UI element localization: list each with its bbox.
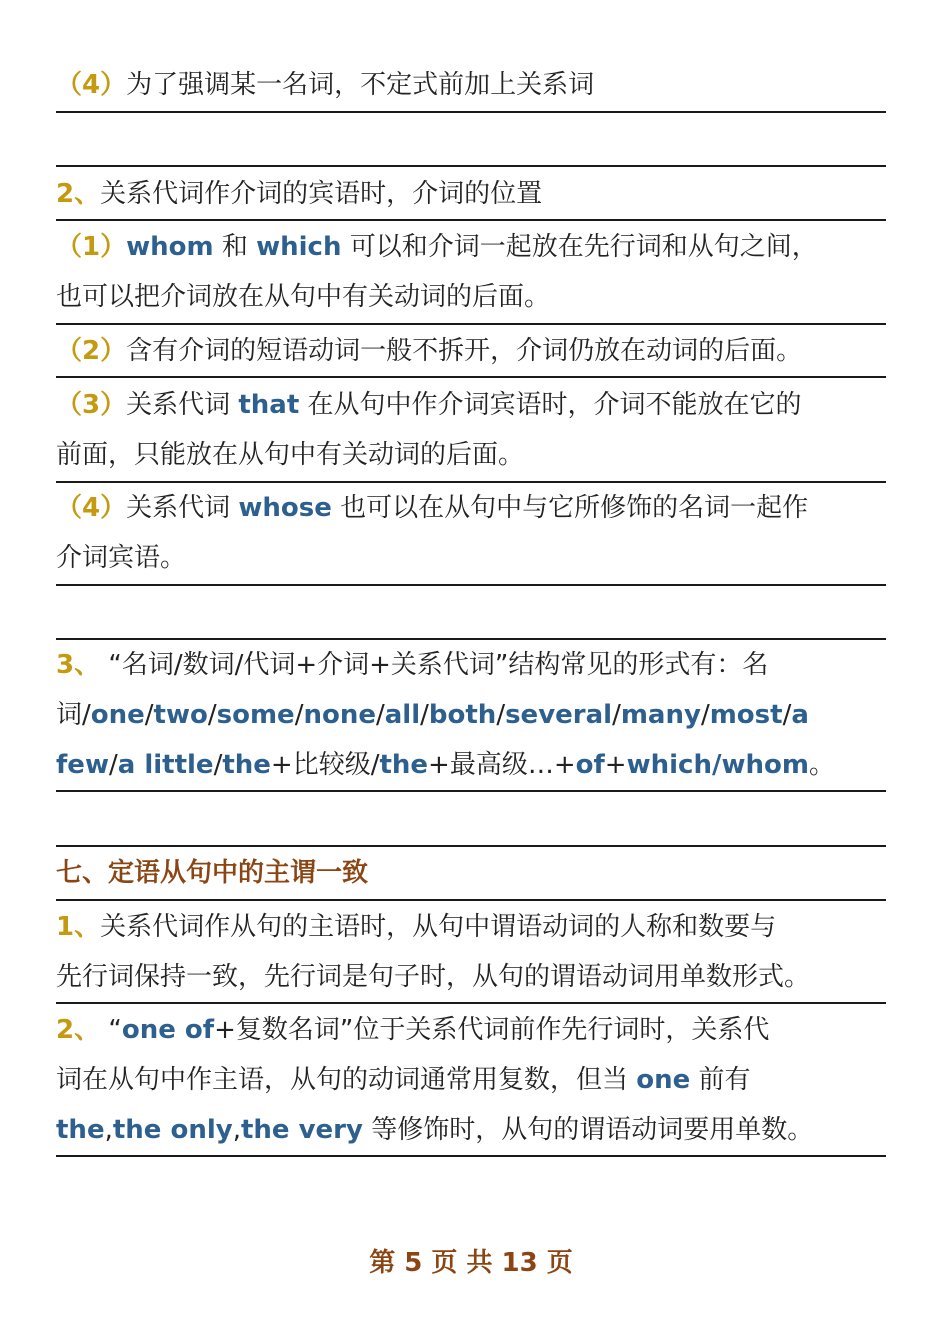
item-number: 2、	[56, 1015, 101, 1045]
keyword: whom	[126, 232, 214, 262]
text: /	[108, 750, 118, 780]
keyword: several	[505, 700, 613, 730]
section-heading: 七、定语从句中的主谓一致	[56, 858, 369, 888]
text-line: 先行词保持一致，先行词是句子时，从句的谓语动词用单数形式。	[56, 962, 811, 992]
sec2-item-4	[56, 483, 886, 583]
rule	[56, 376, 886, 378]
sec7-point-1	[56, 902, 886, 1002]
text: 关系代词	[126, 493, 239, 523]
keyword: most	[709, 700, 783, 730]
sec7-point-2	[56, 1005, 886, 1155]
text: 词/	[56, 700, 91, 730]
rule	[56, 584, 886, 586]
text: 也可以在从句中与它所修饰的名词一起作	[331, 493, 809, 523]
text: “	[100, 1015, 122, 1045]
keyword: a little	[117, 750, 214, 780]
section-title-text: 关系代词作介词的宾语时，介词的位置	[100, 179, 543, 209]
rule	[56, 111, 886, 113]
item-number: （1）	[56, 232, 127, 262]
keyword: which/whom	[626, 750, 809, 780]
keyword: none	[303, 700, 376, 730]
rule	[56, 323, 886, 325]
text: 关系代词	[126, 390, 239, 420]
text: +最高级…+	[428, 750, 576, 780]
sec2-item-2	[56, 326, 886, 376]
keyword: many	[620, 700, 701, 730]
keyword: of	[575, 750, 605, 780]
item-number: 1、	[56, 912, 101, 942]
text: 等修饰时，从句的谓语动词要用单数。	[362, 1115, 814, 1145]
keyword: all	[384, 700, 421, 730]
text: 前有	[690, 1065, 751, 1095]
section-2-title	[56, 169, 886, 219]
text: 和	[213, 232, 257, 262]
text: +复数名词”位于关系代词前作先行词时，关系代	[214, 1015, 770, 1045]
rule	[56, 1002, 886, 1004]
text: /	[213, 750, 223, 780]
keyword: one of	[121, 1015, 215, 1045]
item-number: （4）	[56, 493, 127, 523]
text: +	[604, 750, 627, 780]
keyword: both	[428, 700, 497, 730]
top-item	[56, 60, 886, 110]
rule	[56, 845, 886, 847]
text: “名词/数词/代词+介词+关系代词”结构常见的形式有：名	[100, 650, 769, 680]
keyword: whose	[238, 493, 332, 523]
rule	[56, 899, 886, 901]
section-3: 3、 “名词/数词/代词+介词+关系代词”结构常见的形式有：名 词/one/two/some/none/all/both/several/many/most/a few/a little/the+比较级/the+最高级…+of+which/whom。	[56, 650, 835, 780]
keyword: few	[56, 750, 109, 780]
text: ,	[232, 1115, 241, 1145]
sec2-item-3	[56, 380, 886, 480]
keyword: the	[222, 750, 271, 780]
rule	[56, 790, 886, 792]
section-number: 3、	[56, 650, 101, 680]
item-number: （3）	[56, 390, 127, 420]
rule	[56, 1155, 886, 1157]
text-line: 介词宾语。	[56, 543, 187, 573]
keyword: the very	[240, 1115, 363, 1145]
text: 。	[808, 750, 835, 780]
rule	[56, 219, 886, 221]
item-number: （4）	[56, 70, 127, 100]
keyword: a	[791, 700, 809, 730]
text: 关系代词作从句的主语时，从句中谓语动词的人称和数要与	[100, 912, 777, 942]
text: ,	[104, 1115, 113, 1145]
item-text: 为了强调某一名词，不定式前加上关系词	[126, 70, 595, 100]
keyword: two	[153, 700, 208, 730]
keyword: the only	[112, 1115, 233, 1145]
text: 可以和介词一起放在先行词和从句之间，	[341, 232, 818, 262]
text: +比较级/	[270, 750, 380, 780]
keyword: one	[636, 1065, 691, 1095]
text: 词在从句中作主语，从句的动词通常用复数，但当	[56, 1065, 637, 1095]
section-number: 2、	[56, 179, 101, 209]
keyword: the	[379, 750, 429, 780]
text-line: 前面，只能放在从句中有关动词的后面。	[56, 440, 525, 470]
page-footer: 第 5 页 共 13 页	[369, 1248, 573, 1278]
item-number: （2）	[56, 336, 127, 366]
keyword: some	[216, 700, 295, 730]
keyword: the	[56, 1115, 105, 1145]
keyword: one	[90, 700, 145, 730]
sec2-item-1	[56, 222, 886, 322]
keyword: that	[238, 390, 300, 420]
keyword: which	[256, 232, 342, 262]
rule	[56, 165, 886, 167]
text-line: 也可以把介词放在从句中有关动词的后面。	[56, 282, 551, 312]
text: 含有介词的短语动词一般不拆开，介词仍放在动词的后面。	[126, 336, 803, 366]
text: 在从句中作介词宾语时，介词不能放在它的	[299, 390, 802, 420]
